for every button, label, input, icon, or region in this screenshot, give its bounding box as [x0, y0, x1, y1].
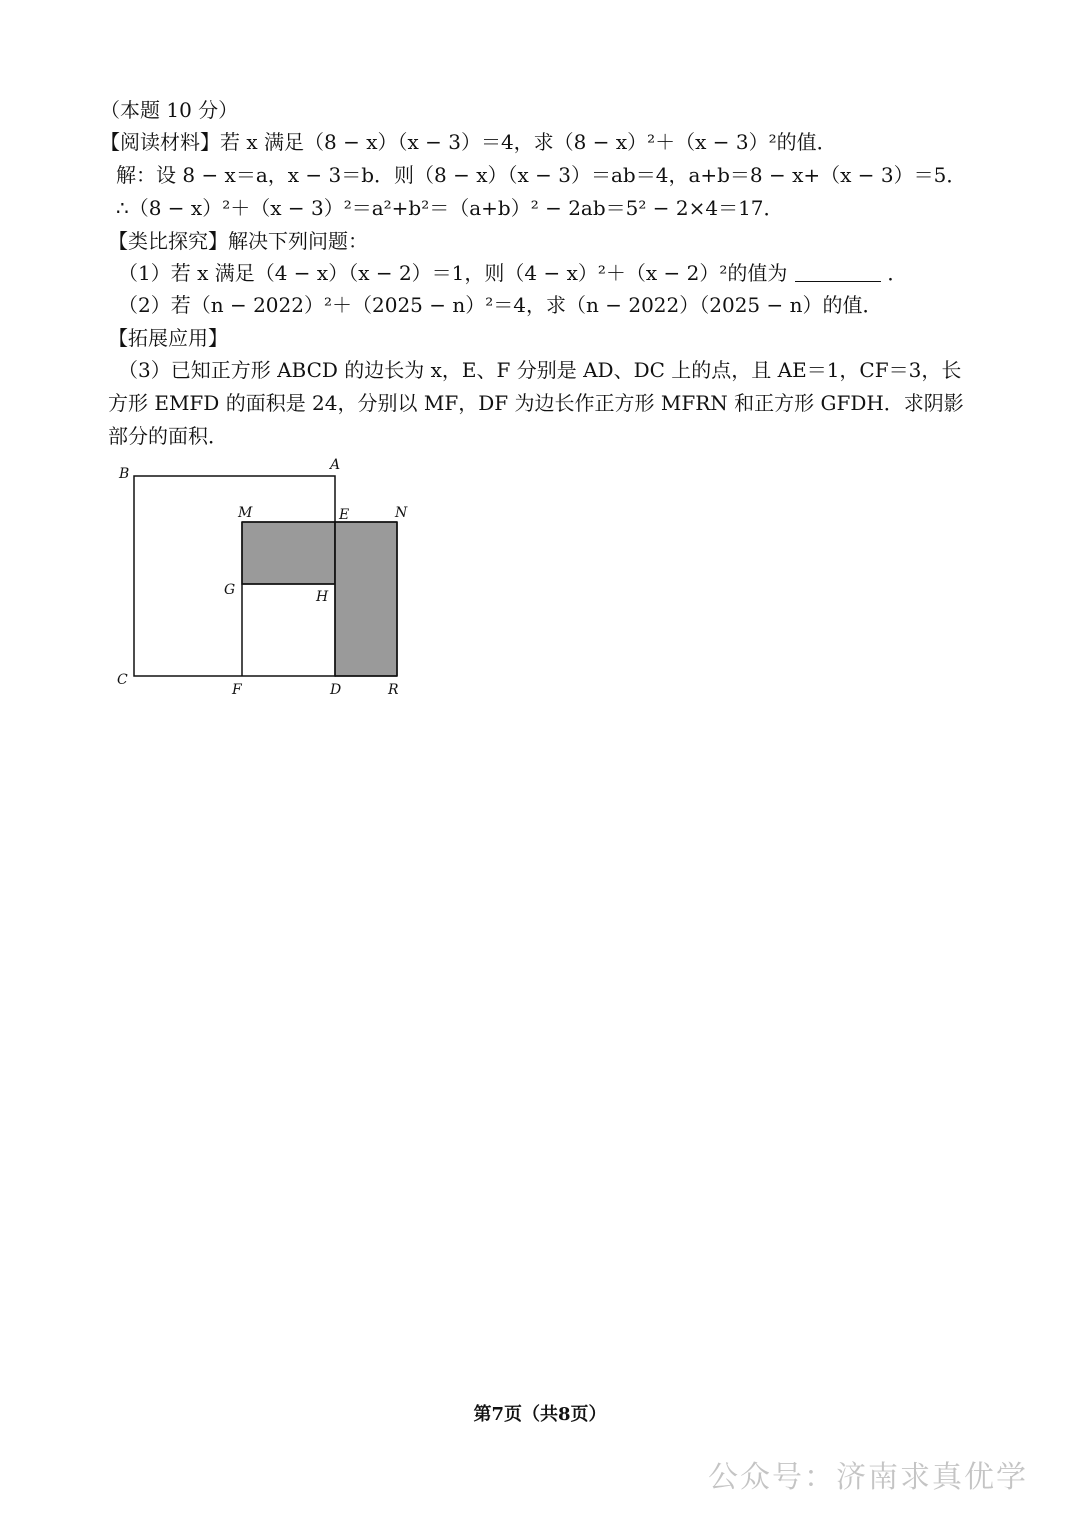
geometry-svg [108, 454, 428, 704]
label-n: N [395, 505, 408, 521]
label-c: C [117, 672, 128, 688]
label-b: B [119, 466, 130, 482]
question-2: （2）若（n − 2022）²＋（2025 − n）²＝4，求（n − 2022）（2025 − n）的值． [118, 293, 883, 317]
page-number: 第7页（共8页） [473, 1404, 607, 1425]
label-r: R [388, 682, 399, 698]
label-h: H [316, 589, 329, 605]
question-1-text: （1）若 x 满足（4 − x）（x − 2）＝1，则（4 − x）²＋（x − 2）²的值为 [118, 261, 788, 285]
analogy-heading: 【类比探究】解决下列问题： [108, 229, 368, 253]
label-g: G [224, 582, 236, 598]
label-e: E [339, 507, 350, 523]
watermark-text: 公众号：济南求真优学 [708, 1460, 1028, 1495]
solution-line-2: ∴（8 − x）²＋（x − 3）²＝a²+b²＝（a+b）² − 2ab＝5² − 2×4＝17． [116, 196, 784, 220]
extension-heading: 【拓展应用】 [108, 326, 228, 350]
question-1 [118, 261, 907, 285]
label-d: D [330, 682, 342, 698]
geometry-figure [108, 454, 428, 708]
question-1-end: ． [887, 261, 908, 285]
question-3-line-2: 方形 EMFD 的面积是 24，分别以 MF，DF 为边长作正方形 MFRN 和正方形 GFDH．求阴影 [108, 391, 964, 415]
answer-blank [795, 263, 881, 282]
reading-material: 【阅读材料】若 x 满足（8 − x）（x − 3）＝4，求（8 − x）²＋（x − 3）²的值． [100, 130, 837, 154]
shaded-rect-enrd [335, 522, 397, 676]
label-f: F [232, 682, 242, 698]
question-3-line-1: （3）已知正方形 ABCD 的边长为 x，E、F 分别是 AD、DC 上的点，且 AE＝1，CF＝3，长 [118, 358, 962, 382]
question-3-line-3: 部分的面积． [108, 424, 228, 448]
label-m: M [238, 505, 253, 521]
solution-line-1: 解：设 8 − x＝a，x − 3＝b．则（8 − x）（x − 3）＝ab＝4，a+b＝8 − x+（x − 3）＝5． [116, 163, 967, 187]
shaded-rect-mehg [242, 522, 335, 584]
score-line: （本题 10 分） [100, 98, 239, 122]
label-a: A [330, 457, 341, 473]
